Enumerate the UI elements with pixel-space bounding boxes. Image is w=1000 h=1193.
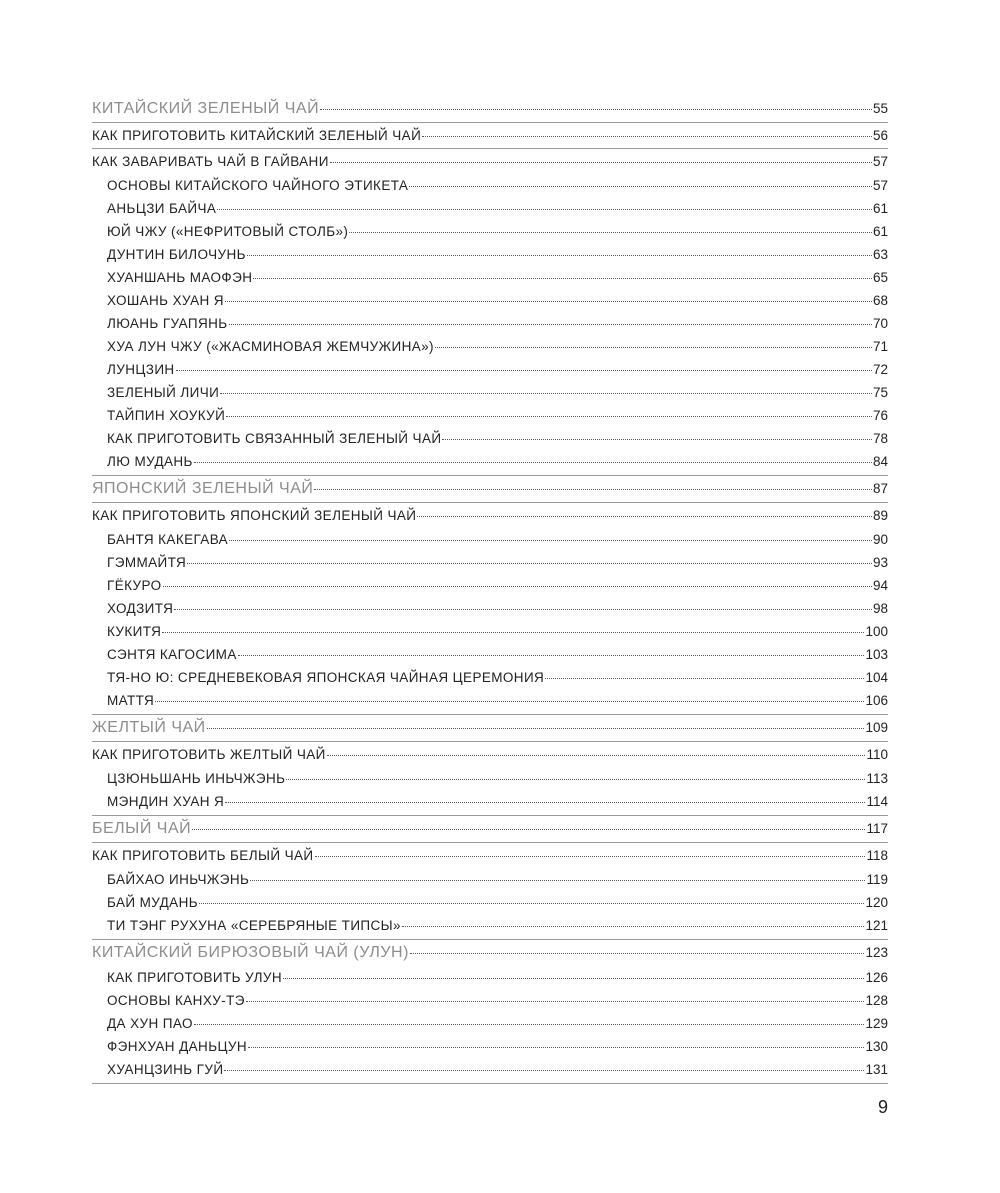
entry-page-number: 123 bbox=[865, 945, 888, 960]
entry-page-number: 87 bbox=[872, 481, 888, 496]
toc-item[interactable] bbox=[92, 597, 888, 620]
toc-section bbox=[92, 476, 888, 715]
section-heading[interactable] bbox=[92, 96, 888, 122]
toc-item[interactable] bbox=[92, 266, 888, 289]
dot-leader bbox=[314, 489, 872, 490]
dot-leader bbox=[250, 880, 865, 881]
dot-leader bbox=[229, 540, 872, 541]
entry-page-number: 118 bbox=[866, 848, 888, 863]
dot-leader bbox=[194, 462, 872, 463]
entry-title: ТАЙПИН ХОУКУЙ bbox=[107, 408, 226, 423]
entry-page-number: 130 bbox=[865, 1039, 888, 1054]
entry-page-number: 61 bbox=[872, 201, 888, 216]
toc-item[interactable] bbox=[92, 868, 888, 891]
toc-item[interactable] bbox=[92, 289, 888, 312]
dot-leader bbox=[224, 1070, 864, 1071]
dot-leader bbox=[192, 829, 865, 830]
entry-page-number: 57 bbox=[872, 154, 888, 169]
entry-title: ЗЕЛЕНЫЙ ЛИЧИ bbox=[107, 385, 220, 400]
entry-title: БАЙХАО ИНЬЧЖЭНЬ bbox=[107, 872, 250, 887]
dot-leader bbox=[327, 755, 866, 756]
entry-page-number: 63 bbox=[872, 247, 888, 262]
entry-title: КАК ПРИГОТОВИТЬ УЛУН bbox=[107, 970, 282, 985]
toc-item[interactable] bbox=[92, 966, 888, 989]
entry-title: ЦЗЮНЬШАНЬ ИНЬЧЖЭНЬ bbox=[107, 771, 286, 786]
dot-leader bbox=[330, 162, 872, 163]
toc-item[interactable] bbox=[92, 1012, 888, 1035]
dot-leader bbox=[349, 232, 872, 233]
section-heading[interactable] bbox=[92, 715, 888, 741]
subsection-entry[interactable] bbox=[92, 122, 888, 148]
toc-item[interactable] bbox=[92, 404, 888, 427]
toc-section bbox=[92, 715, 888, 816]
entry-title: ЮЙ ЧЖУ («НЕФРИТОВЫЙ СТОЛБ») bbox=[107, 224, 349, 239]
entry-title: МАТТЯ bbox=[107, 693, 155, 708]
entry-title: СЭНТЯ КАГОСИМА bbox=[107, 647, 237, 662]
dot-leader bbox=[435, 347, 872, 348]
toc-item[interactable] bbox=[92, 551, 888, 574]
dot-leader bbox=[417, 516, 872, 517]
entry-page-number: 70 bbox=[872, 316, 888, 331]
dot-leader bbox=[286, 779, 865, 780]
entry-title: ЖЕЛТЫЙ ЧАЙ bbox=[92, 719, 206, 736]
dot-leader bbox=[229, 324, 872, 325]
entry-page-number: 98 bbox=[872, 601, 888, 616]
dot-leader bbox=[207, 728, 865, 729]
entry-page-number: 55 bbox=[872, 101, 888, 116]
dot-leader bbox=[253, 278, 872, 279]
entry-page-number: 114 bbox=[866, 794, 888, 809]
dot-leader bbox=[247, 255, 872, 256]
entry-title: КИТАЙСКИЙ ЗЕЛЕНЫЙ ЧАЙ bbox=[92, 100, 320, 117]
toc-item[interactable] bbox=[92, 427, 888, 450]
dot-leader bbox=[174, 609, 872, 610]
dot-leader bbox=[155, 701, 864, 702]
entry-page-number: 126 bbox=[865, 970, 888, 985]
toc-item[interactable] bbox=[92, 689, 888, 712]
toc-item[interactable] bbox=[92, 312, 888, 335]
entry-title: ОСНОВЫ КАНХУ-ТЭ bbox=[107, 993, 245, 1008]
toc-item[interactable] bbox=[92, 174, 888, 197]
dot-leader bbox=[194, 1024, 865, 1025]
entry-page-number: 110 bbox=[866, 747, 888, 762]
entry-page-number: 75 bbox=[872, 385, 888, 400]
entry-title: ЯПОНСКИЙ ЗЕЛЕНЫЙ ЧАЙ bbox=[92, 480, 314, 497]
entry-title: ЛЮАНЬ ГУАПЯНЬ bbox=[107, 316, 228, 331]
toc-item[interactable] bbox=[92, 220, 888, 243]
entry-title: ХУАНЦЗИНЬ ГУЙ bbox=[107, 1062, 224, 1077]
subsection-entry[interactable] bbox=[92, 842, 888, 868]
entry-title: ОСНОВЫ КИТАЙСКОГО ЧАЙНОГО ЭТИКЕТА bbox=[107, 178, 409, 193]
toc-section bbox=[92, 816, 888, 940]
dot-leader bbox=[283, 978, 865, 979]
entry-page-number: 56 bbox=[872, 128, 888, 143]
entry-page-number: 128 bbox=[865, 993, 888, 1008]
entry-page-number: 106 bbox=[865, 693, 888, 708]
dot-leader bbox=[217, 209, 872, 210]
subsection-entry[interactable] bbox=[92, 741, 888, 767]
dot-leader bbox=[220, 393, 872, 394]
entry-page-number: 94 bbox=[872, 578, 888, 593]
dot-leader bbox=[162, 632, 864, 633]
entry-page-number: 76 bbox=[872, 408, 888, 423]
entry-title: КАК ЗАВАРИВАТЬ ЧАЙ В ГАЙВАНИ bbox=[92, 154, 329, 169]
toc-item[interactable] bbox=[92, 643, 888, 666]
entry-title: ГЁКУРО bbox=[107, 578, 162, 593]
dot-leader bbox=[225, 802, 865, 803]
dot-leader bbox=[225, 301, 872, 302]
entry-page-number: 89 bbox=[872, 508, 888, 523]
dot-leader bbox=[402, 926, 865, 927]
section-heading[interactable] bbox=[92, 816, 888, 842]
dot-leader bbox=[187, 563, 872, 564]
entry-page-number: 57 bbox=[872, 178, 888, 193]
entry-page-number: 68 bbox=[872, 293, 888, 308]
entry-title: КАК ПРИГОТОВИТЬ ЖЕЛТЫЙ ЧАЙ bbox=[92, 747, 326, 762]
dot-leader bbox=[163, 586, 872, 587]
entry-page-number: 84 bbox=[872, 454, 888, 469]
dot-leader bbox=[238, 655, 865, 656]
entry-page-number: 109 bbox=[865, 720, 888, 735]
toc-item[interactable] bbox=[92, 528, 888, 551]
entry-title: КАК ПРИГОТОВИТЬ БЕЛЫЙ ЧАЙ bbox=[92, 848, 314, 863]
toc-item[interactable] bbox=[92, 891, 888, 914]
page-number: 9 bbox=[877, 1097, 888, 1117]
entry-page-number: 129 bbox=[865, 1016, 888, 1031]
dot-leader bbox=[315, 856, 866, 857]
entry-title: КАК ПРИГОТОВИТЬ КИТАЙСКИЙ ЗЕЛЕНЫЙ ЧАЙ bbox=[92, 128, 422, 143]
entry-title: ХУА ЛУН ЧЖУ («ЖАСМИНОВАЯ ЖЕМЧУЖИНА») bbox=[107, 339, 434, 354]
entry-page-number: 90 bbox=[872, 532, 888, 547]
entry-title: КАК ПРИГОТОВИТЬ СВЯЗАННЫЙ ЗЕЛЕНЫЙ ЧАЙ bbox=[107, 431, 442, 446]
toc-item[interactable] bbox=[92, 450, 888, 473]
entry-title: ХУАНШАНЬ МАОФЭН bbox=[107, 270, 253, 285]
toc-item[interactable] bbox=[92, 1035, 888, 1058]
entry-page-number: 100 bbox=[865, 624, 888, 639]
entry-page-number: 61 bbox=[872, 224, 888, 239]
entry-title: ХОДЗИТЯ bbox=[107, 601, 174, 616]
entry-title: КИТАЙСКИЙ БИРЮЗОВЫЙ ЧАЙ (УЛУН) bbox=[92, 944, 409, 961]
dot-leader bbox=[199, 903, 864, 904]
entry-title: КУКИТЯ bbox=[107, 624, 162, 639]
entry-page-number: 131 bbox=[865, 1062, 888, 1077]
toc-item[interactable] bbox=[92, 243, 888, 266]
entry-page-number: 119 bbox=[866, 872, 888, 887]
entry-title: ЛУНЦЗИН bbox=[107, 362, 175, 377]
toc-item[interactable] bbox=[92, 989, 888, 1012]
dot-leader bbox=[226, 416, 872, 417]
dot-leader bbox=[410, 953, 865, 954]
entry-page-number: 113 bbox=[866, 771, 888, 786]
toc-item[interactable] bbox=[92, 767, 888, 790]
dot-leader bbox=[442, 439, 872, 440]
entry-page-number: 117 bbox=[866, 821, 888, 836]
entry-page-number: 71 bbox=[872, 339, 888, 354]
dot-leader bbox=[545, 678, 864, 679]
toc-section bbox=[92, 96, 888, 476]
entry-title: ДА ХУН ПАО bbox=[107, 1016, 193, 1031]
table-of-contents bbox=[92, 96, 888, 1084]
entry-title: БЕЛЫЙ ЧАЙ bbox=[92, 820, 192, 837]
dot-leader bbox=[320, 109, 872, 110]
entry-title: БАЙ МУДАНЬ bbox=[107, 895, 198, 910]
entry-title: МЭНДИН ХУАН Я bbox=[107, 794, 225, 809]
toc-item[interactable] bbox=[92, 914, 888, 937]
entry-title: БАНТЯ КАКЕГАВА bbox=[107, 532, 229, 547]
entry-page-number: 103 bbox=[865, 647, 888, 662]
section-heading[interactable] bbox=[92, 476, 888, 502]
toc-item[interactable] bbox=[92, 574, 888, 597]
entry-page-number: 72 bbox=[872, 362, 888, 377]
dot-leader bbox=[176, 370, 872, 371]
section-heading[interactable] bbox=[92, 940, 888, 966]
entry-title: АНЬЦЗИ БАЙЧА bbox=[107, 201, 217, 216]
entry-title: ДУНТИН БИЛОЧУНЬ bbox=[107, 247, 246, 262]
entry-page-number: 65 bbox=[872, 270, 888, 285]
dot-leader bbox=[409, 186, 872, 187]
dot-leader bbox=[246, 1001, 865, 1002]
entry-title: ЛЮ МУДАНЬ bbox=[107, 454, 193, 469]
entry-page-number: 120 bbox=[865, 895, 888, 910]
entry-title: КАК ПРИГОТОВИТЬ ЯПОНСКИЙ ЗЕЛЕНЫЙ ЧАЙ bbox=[92, 508, 417, 523]
entry-page-number: 78 bbox=[872, 431, 888, 446]
entry-title: ТИ ТЭНГ РУХУНА «СЕРЕБРЯНЫЕ ТИПСЫ» bbox=[107, 918, 401, 933]
toc-item[interactable] bbox=[92, 197, 888, 220]
toc-item[interactable] bbox=[92, 358, 888, 381]
entry-page-number: 121 bbox=[865, 918, 888, 933]
subsection-entry[interactable] bbox=[92, 148, 888, 174]
dot-leader bbox=[248, 1047, 865, 1048]
entry-title: ГЭММАЙТЯ bbox=[107, 555, 187, 570]
toc-item[interactable] bbox=[92, 335, 888, 358]
entry-page-number: 93 bbox=[872, 555, 888, 570]
toc-section bbox=[92, 940, 888, 1084]
entry-title: ФЭНХУАН ДАНЬЦУН bbox=[107, 1039, 247, 1054]
subsection-entry[interactable] bbox=[92, 502, 888, 528]
toc-item[interactable] bbox=[92, 666, 888, 689]
toc-item[interactable] bbox=[92, 620, 888, 643]
dot-leader bbox=[422, 136, 872, 137]
entry-title: ТЯ-НО Ю: СРЕДНЕВЕКОВАЯ ЯПОНСКАЯ ЧАЙНАЯ ЦЕРЕМОНИЯ bbox=[107, 670, 545, 685]
toc-item[interactable] bbox=[92, 1058, 888, 1081]
toc-item[interactable] bbox=[92, 381, 888, 404]
entry-title: ХОШАНЬ ХУАН Я bbox=[107, 293, 224, 308]
toc-item[interactable] bbox=[92, 790, 888, 813]
entry-page-number: 104 bbox=[865, 670, 888, 685]
